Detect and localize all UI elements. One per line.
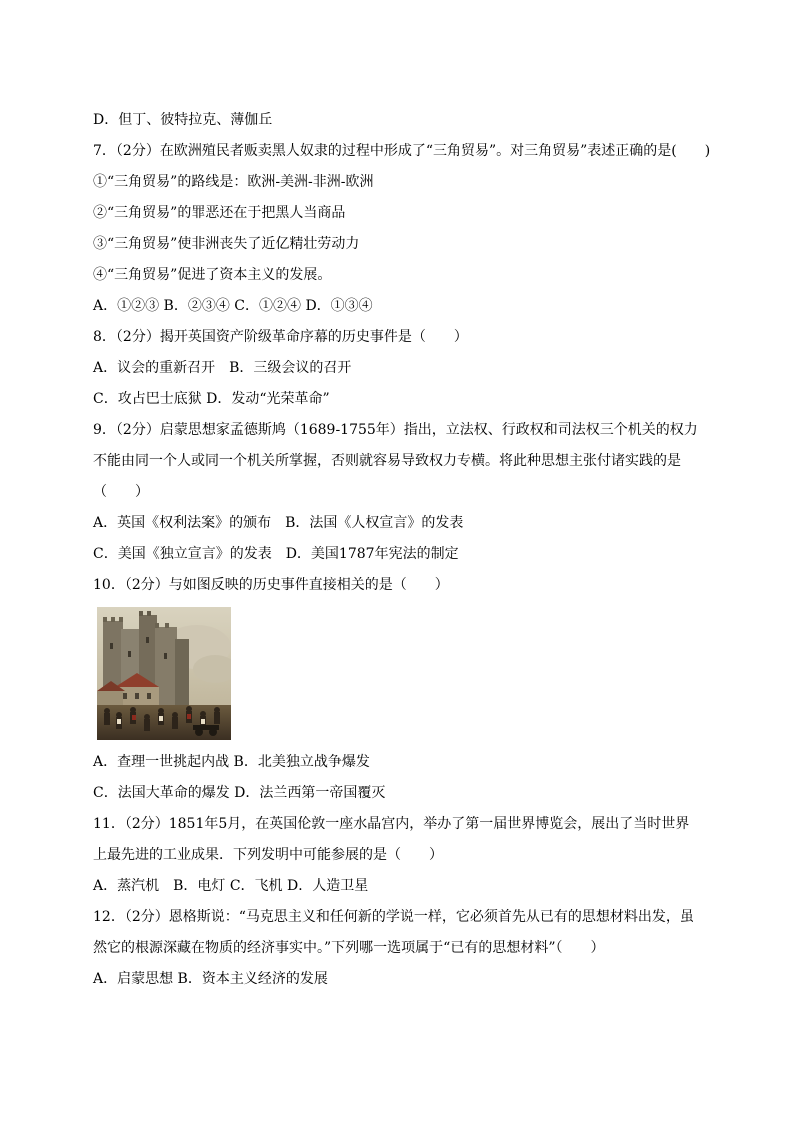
question-7-stem: 7．（2分）在欧洲殖民者贩卖黑人奴隶的过程中形成了“三角贸易”。对三角贸易”表述正确的是( ) [93, 143, 711, 159]
question-8-options-cd: C．攻占巴士底狱 D．发动“光荣革命” [93, 391, 330, 407]
question-10-options-ab: A．查理一世挑起内战 B．北美独立战争爆发 [93, 754, 370, 770]
question-content [93, 105, 713, 995]
bastille-painting-image [97, 607, 231, 740]
statement-3: ③“三角贸易”使非洲丧失了近亿精壮劳动力 [93, 236, 360, 252]
question-9-options-cd: C．美国《独立宣言》的发表 D．美国1787年宪法的制定 [93, 546, 459, 562]
question-12-stem-line2: 然它的根源深藏在物质的经济事实中。”下列哪一选项属于“已有的思想材料”（ ） [93, 940, 605, 956]
text-line: D．但丁、彼特拉克、薄伽丘 [93, 112, 273, 128]
question-7-options: A．①②③ B．②③④ C．①②④ D．①③④ [93, 298, 373, 314]
question-11-stem-line1: 11．（2分）1851年5月，在英国伦敦一座水晶宫内，举办了第一届世界博览会，展出了当时世界 [93, 816, 690, 832]
question-8-stem: 8．（2分）揭开英国资产阶级革命序幕的历史事件是（ ） [93, 329, 468, 345]
question-10-stem: 10．（2分）与如图反映的历史事件直接相关的是（ ） [93, 577, 449, 593]
text-block-top [93, 105, 713, 601]
question-9-stem-line1: 9．（2分）启蒙思想家孟德斯鸠（1689-1755年）指出，立法权、行政权和司法权三个机关的权力 [93, 422, 698, 438]
statement-4: ④“三角贸易”促进了资本主义的发展。 [93, 267, 332, 283]
question-8-options-ab: A．议会的重新召开 B．三级会议的召开 [93, 360, 352, 376]
question-12-stem-line1: 12．（2分）恩格斯说：“马克思主义和任何新的学说一样，它必须首先从已有的思想材料出发，虽 [93, 909, 694, 925]
statement-1: ①“三角贸易”的路线是：欧洲-美洲-非洲-欧洲 [93, 174, 374, 190]
question-11-stem-line2: 上最先进的工业成果．下列发明中可能参展的是（ ） [93, 847, 443, 863]
statement-2: ②“三角贸易”的罪恶还在于把黑人当商品 [93, 205, 346, 221]
question-10-options-cd: C．法国大革命的爆发 D．法兰西第一帝国覆灭 [93, 785, 386, 801]
question-9-stem-line3: （ ） [93, 484, 149, 500]
question-9-options-ab: A．英国《权利法案》的颁布 B．法国《人权宣言》的发表 [93, 515, 464, 531]
question-9-stem-line2: 不能由同一个人或同一个机关所掌握，否则就容易导致权力专横。将此种思想主张付诸实践的是 [93, 453, 681, 469]
text-block-bottom [93, 747, 713, 995]
question-12-options: A．启蒙思想 B．资本主义经济的发展 [93, 971, 328, 987]
question-11-options: A．蒸汽机 B．电灯 C．飞机 D．人造卫星 [93, 878, 369, 894]
